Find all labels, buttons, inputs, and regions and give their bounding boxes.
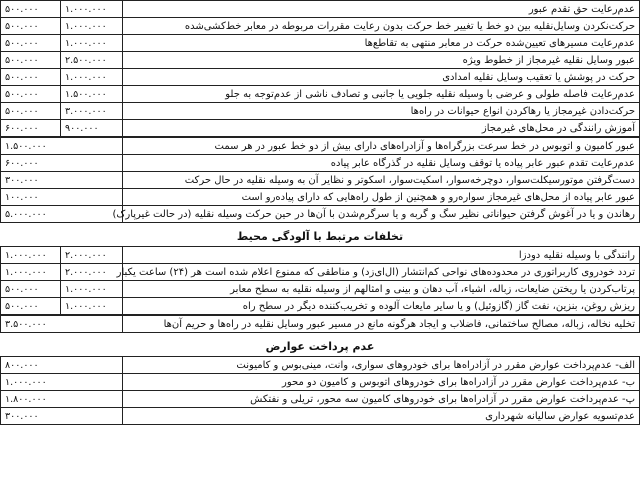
fine-repeat-cell: ۶۰۰.۰۰۰ xyxy=(1,120,61,137)
violation-description: عدم‌تسویه عوارض سالیانه شهرداری xyxy=(123,408,640,425)
violation-description: حرکت در پوشش یا تعقیب وسایل نقلیه امدادی xyxy=(123,69,640,86)
fine-cell: ۱.۵۰۰.۰۰۰ xyxy=(1,138,123,155)
violation-description: عدم‌رعایت مسیرهای تعیین‌شده حرکت در معابر منتهی به تقاطع‌ها xyxy=(123,35,640,52)
table-row xyxy=(1,138,640,155)
fine-cell: ۱.۰۰۰.۰۰۰ xyxy=(1,374,123,391)
table-row xyxy=(1,408,640,425)
violation-description: عبور کامیون و اتوبوس در خط سرعت بزرگراه‌ها و آزادراه‌های دارای بیش از دو خط عبور در هر سمت xyxy=(123,138,640,155)
fine-cell: ۱.۰۰۰.۰۰۰ xyxy=(61,298,123,315)
table-row xyxy=(1,35,640,52)
fine-cell: ۵.۰۰۰.۰۰۰ xyxy=(1,206,123,223)
table-row xyxy=(1,247,640,264)
table-row xyxy=(1,281,640,298)
fine-repeat-cell: ۵۰۰.۰۰۰ xyxy=(1,69,61,86)
section-title-tolls: عدم پرداخت عوارض xyxy=(265,339,375,353)
table-row xyxy=(1,189,640,206)
fine-cell: ۱.۰۰۰.۰۰۰ xyxy=(61,281,123,298)
table-row xyxy=(1,357,640,374)
table-row xyxy=(1,298,640,315)
violation-description: رهاندن و یا در آغوش گرفتن حیواناتی نظیر سگ و گربه و یا سرگرم‌شدن با آن‌ها در حین حرکت وسیله نقلیه (در حالت غیرپارک) xyxy=(123,206,640,223)
fine-cell: ۳.۰۰۰.۰۰۰ xyxy=(61,103,123,120)
fines-table-section2 xyxy=(0,246,640,315)
violation-description: عدم‌رعایت فاصله طولی و عرضی با وسیله نقلیه جلویی یا جانبی و تصادف ناشی از عدم‌توجه به جلو xyxy=(123,86,640,103)
table-row xyxy=(1,206,640,223)
fines-table-section1 xyxy=(0,0,640,137)
fine-cell: ۱۰۰.۰۰۰ xyxy=(1,189,123,206)
table-row xyxy=(1,69,640,86)
fine-cell: ۳۰۰.۰۰۰ xyxy=(1,172,123,189)
fine-cell: ۱.۵۰۰.۰۰۰ xyxy=(61,86,123,103)
fine-cell: ۲.۰۰۰.۰۰۰ xyxy=(61,247,123,264)
violation-description: عدم‌رعایت حق تقدم عبور xyxy=(123,1,640,18)
table-row xyxy=(1,391,640,408)
fine-repeat-cell: ۵۰۰.۰۰۰ xyxy=(1,86,61,103)
section3-title-table xyxy=(0,333,640,356)
fine-cell: ۲.۵۰۰.۰۰۰ xyxy=(61,52,123,69)
violation-description: الف- عدم‌پرداخت عوارض مقرر در آزادراه‌ها برای خودروهای سواری، وانت، مینی‌بوس و کامیونت xyxy=(123,357,640,374)
fine-cell: ۸۰۰.۰۰۰ xyxy=(1,357,123,374)
table-row xyxy=(1,172,640,189)
section2-title-table xyxy=(0,223,640,246)
fine-repeat-cell: ۵۰۰.۰۰۰ xyxy=(1,103,61,120)
fine-cell: ۱.۰۰۰.۰۰۰ xyxy=(61,18,123,35)
violation-description: تردد خودروی کاربراتوری در محدوده‌های نواحی کم‌انتشار (ال‌ای‌زد) و مناطقی که ممنوع اعلام شده است هر (۲۴) ساعت یکبار xyxy=(123,264,640,281)
fine-repeat-cell: ۱.۰۰۰.۰۰۰ xyxy=(1,264,61,281)
fine-repeat-cell: ۵۰۰.۰۰۰ xyxy=(1,281,61,298)
violation-description: عبور عابر پیاده از محل‌های غیرمجاز سواره‌رو و همچنین از طول راه‌هایی که دارای پیاده‌رو است xyxy=(123,189,640,206)
section-title-pollution: تخلفات مرتبط با آلودگی محیط xyxy=(236,229,404,243)
fine-cell: ۲.۰۰۰.۰۰۰ xyxy=(61,264,123,281)
table-row xyxy=(1,316,640,333)
table-row xyxy=(1,264,640,281)
fine-repeat-cell: ۵۰۰.۰۰۰ xyxy=(1,1,61,18)
table-row xyxy=(1,374,640,391)
fine-cell: ۳.۵۰۰.۰۰۰ xyxy=(1,316,123,333)
fines-table-section2-wide xyxy=(0,315,640,333)
violation-description: عبور وسایل نقلیه غیرمجاز از خطوط ویژه xyxy=(123,52,640,69)
violation-description: ریزش روغن، بنزین، نفت گاز (گازوئیل) و یا سایر مایعات آلوده و تخریب‌کننده دیگر در سطح راه xyxy=(123,298,640,315)
violation-description: عدم‌رعایت تقدم عبور عابر پیاده یا توقف وسایل نقلیه در گذرگاه عابر پیاده xyxy=(123,155,640,172)
table-row xyxy=(1,1,640,18)
violation-description: تخلیه نخاله، زباله، مصالح ساختمانی، فاضلاب و ایجاد هرگونه مانع در مسیر عبور وسایل نقلیه در راه‌ها و حریم آن‌ها xyxy=(123,316,640,333)
fine-cell: ۳۰۰.۰۰۰ xyxy=(1,408,123,425)
fine-cell: ۱.۰۰۰.۰۰۰ xyxy=(61,1,123,18)
fine-repeat-cell: ۵۰۰.۰۰۰ xyxy=(1,35,61,52)
table-row xyxy=(1,52,640,69)
violation-description: حرکت‌نکردن وسایل‌نقلیه بین دو خط یا تغییر خط حرکت بدون رعایت مقررات مربوطه در معابر خط‌کشی‌شده xyxy=(123,18,640,35)
fine-repeat-cell: ۵۰۰.۰۰۰ xyxy=(1,18,61,35)
fines-table-section1-wide xyxy=(0,137,640,223)
fine-cell: ۱.۰۰۰.۰۰۰ xyxy=(61,35,123,52)
violation-description: دست‌گرفتن موتورسیکلت‌سوار، دوچرخه‌سوار، اسکیت‌سوار، اسکوتر و نظایر آن به وسیله نقلیه در حال حرکت xyxy=(123,172,640,189)
violation-description: رانندگی با وسیله نقلیه دودزا xyxy=(123,247,640,264)
fine-repeat-cell: ۵۰۰.۰۰۰ xyxy=(1,298,61,315)
fines-table-section3 xyxy=(0,356,640,425)
violation-description: آموزش رانندگی در محل‌های غیرمجاز xyxy=(123,120,640,137)
fine-repeat-cell: ۵۰۰.۰۰۰ xyxy=(1,52,61,69)
violation-description: پ- عدم‌پرداخت عوارض مقرر در آزادراه‌ها برای خودروهای کامیون سه محور، تریلی و نفتکش xyxy=(123,391,640,408)
table-row xyxy=(1,120,640,137)
violation-description: پرتاب‌کردن یا ریختن ضایعات، زباله، اشیاء، آب دهان و بینی و امثالهم از وسیله نقلیه به سطح معابر xyxy=(123,281,640,298)
fine-cell: ۱.۰۰۰.۰۰۰ xyxy=(61,69,123,86)
table-row xyxy=(1,18,640,35)
fine-repeat-cell: ۱.۰۰۰.۰۰۰ xyxy=(1,247,61,264)
table-row xyxy=(1,86,640,103)
table-row xyxy=(1,155,640,172)
violation-description: ب- عدم‌پرداخت عوارض مقرر در آزادراه‌ها برای خودروهای اتوبوس و کامیون دو محور xyxy=(123,374,640,391)
fine-cell: ۹۰۰.۰۰۰ xyxy=(61,120,123,137)
violation-description: حرکت‌دادن غیرمجاز یا رهاکردن انواع حیوانات در راه‌ها xyxy=(123,103,640,120)
fine-cell: ۶۰۰.۰۰۰ xyxy=(1,155,123,172)
table-row xyxy=(1,103,640,120)
fine-cell: ۱.۸۰۰.۰۰۰ xyxy=(1,391,123,408)
